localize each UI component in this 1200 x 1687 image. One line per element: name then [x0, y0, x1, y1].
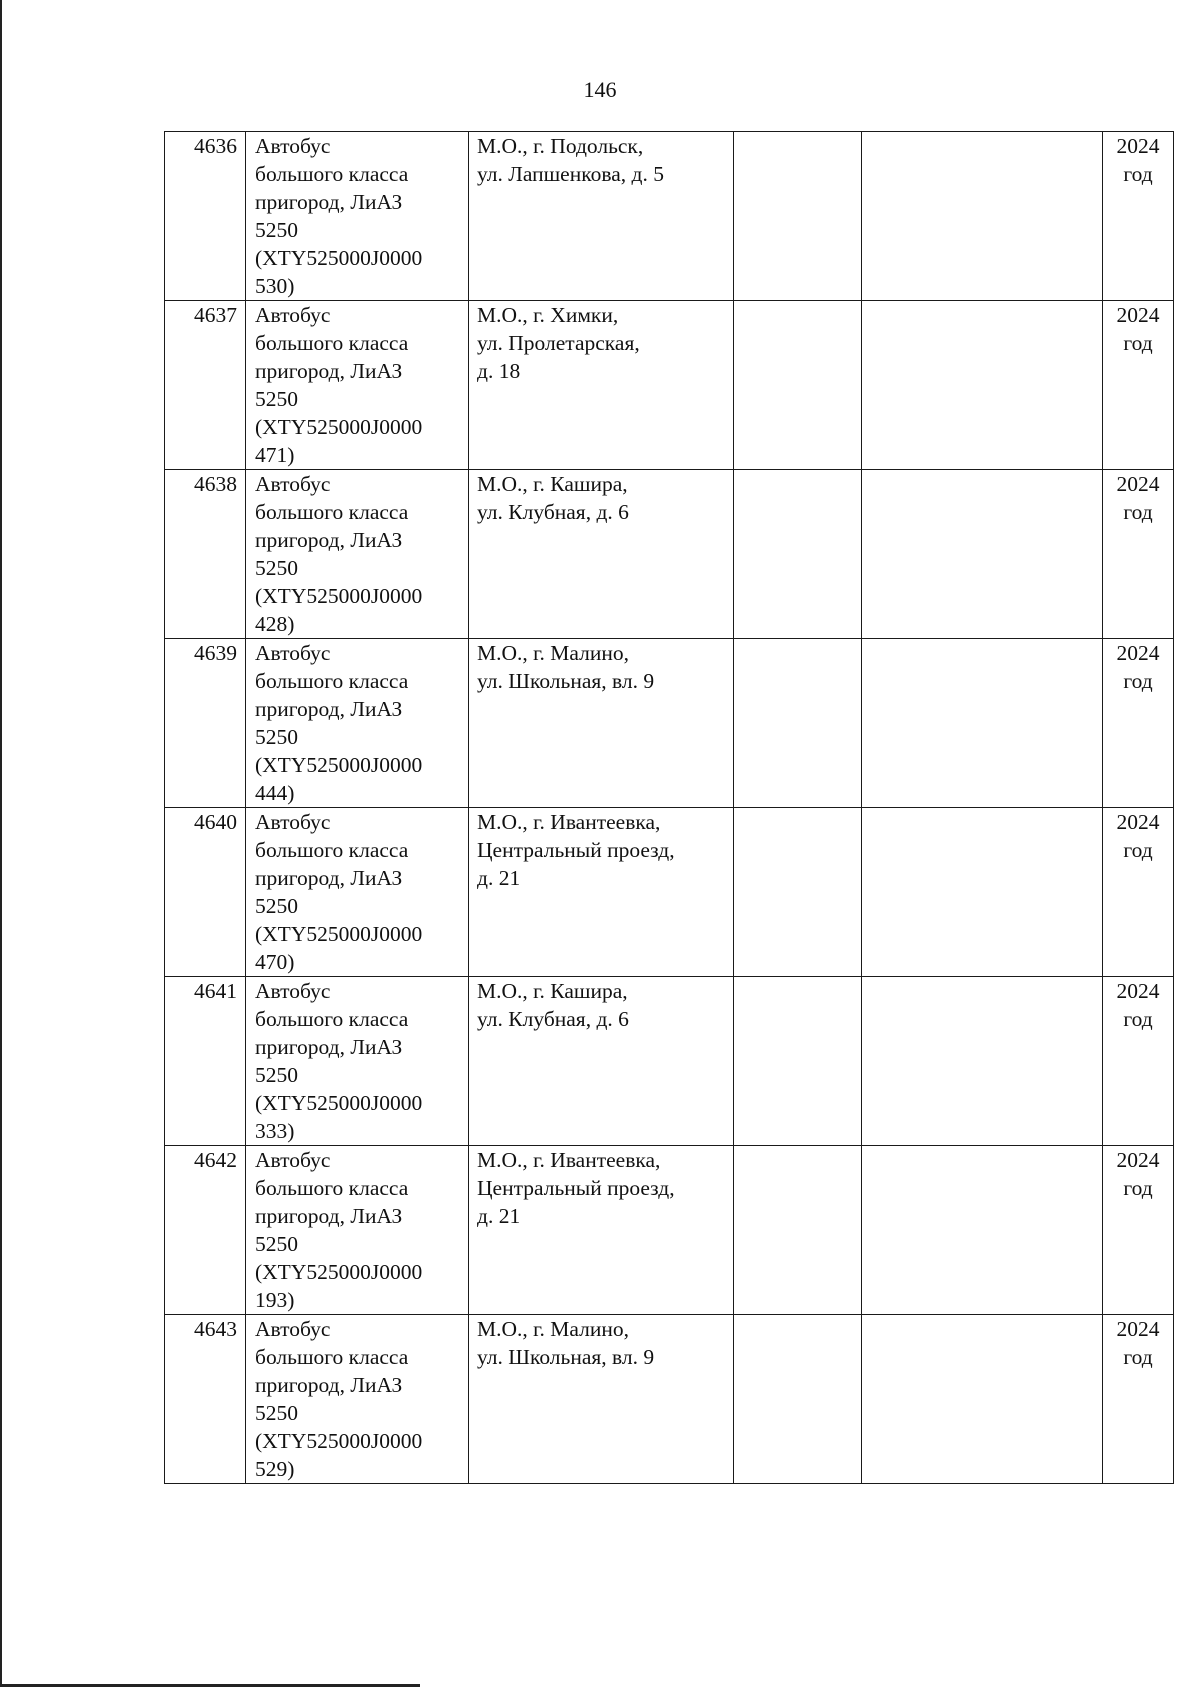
vehicle-name-cell: Автобус большого класса пригород, ЛиАЗ 5250 (XTY525000J0000 444) [246, 639, 469, 808]
year-cell: 2024 год [1103, 470, 1174, 639]
row-number-cell: 4642 [165, 1146, 246, 1315]
address-cell: М.О., г. Малино, ул. Школьная, вл. 9 [469, 1315, 734, 1484]
page-number: 146 [583, 77, 617, 102]
table-row [165, 977, 1174, 1146]
row-number-cell: 4636 [165, 132, 246, 301]
empty-cell-col4 [734, 301, 862, 470]
vehicle-name-cell: Автобус большого класса пригород, ЛиАЗ 5250 (XTY525000J0000 193) [246, 1146, 469, 1315]
vehicle-name-cell: Автобус большого класса пригород, ЛиАЗ 5250 (XTY525000J0000 470) [246, 808, 469, 977]
year-cell: 2024 год [1103, 301, 1174, 470]
vehicle-table [164, 131, 1174, 1484]
table-row [165, 132, 1174, 301]
address-cell: М.О., г. Малино, ул. Школьная, вл. 9 [469, 639, 734, 808]
empty-cell-col5 [862, 639, 1103, 808]
row-number-cell: 4640 [165, 808, 246, 977]
vehicle-name-cell: Автобус большого класса пригород, ЛиАЗ 5250 (XTY525000J0000 530) [246, 132, 469, 301]
empty-cell-col4 [734, 132, 862, 301]
empty-cell-col5 [862, 808, 1103, 977]
vehicle-name-cell: Автобус большого класса пригород, ЛиАЗ 5250 (XTY525000J0000 529) [246, 1315, 469, 1484]
address-cell: М.О., г. Кашира, ул. Клубная, д. 6 [469, 977, 734, 1146]
empty-cell-col5 [862, 132, 1103, 301]
table-row [165, 1146, 1174, 1315]
vehicle-name-cell: Автобус большого класса пригород, ЛиАЗ 5250 (XTY525000J0000 471) [246, 301, 469, 470]
year-cell: 2024 год [1103, 808, 1174, 977]
address-cell: М.О., г. Подольск, ул. Лапшенкова, д. 5 [469, 132, 734, 301]
year-cell: 2024 год [1103, 132, 1174, 301]
empty-cell-col5 [862, 1146, 1103, 1315]
year-cell: 2024 год [1103, 639, 1174, 808]
empty-cell-col5 [862, 1315, 1103, 1484]
year-cell: 2024 год [1103, 1315, 1174, 1484]
empty-cell-col5 [862, 977, 1103, 1146]
empty-cell-col5 [862, 470, 1103, 639]
table-row [165, 470, 1174, 639]
row-number-cell: 4637 [165, 301, 246, 470]
vehicle-table-body [165, 132, 1174, 1484]
address-cell: М.О., г. Кашира, ул. Клубная, д. 6 [469, 470, 734, 639]
empty-cell-col5 [862, 301, 1103, 470]
row-number-cell: 4643 [165, 1315, 246, 1484]
address-cell: М.О., г. Ивантеевка, Центральный проезд, д. 21 [469, 808, 734, 977]
empty-cell-col4 [734, 808, 862, 977]
empty-cell-col4 [734, 470, 862, 639]
scan-edge-left [0, 0, 2, 1687]
table-row [165, 639, 1174, 808]
table-row [165, 301, 1174, 470]
empty-cell-col4 [734, 1146, 862, 1315]
address-cell: М.О., г. Ивантеевка, Центральный проезд, д. 21 [469, 1146, 734, 1315]
empty-cell-col4 [734, 1315, 862, 1484]
empty-cell-col4 [734, 977, 862, 1146]
vehicle-name-cell: Автобус большого класса пригород, ЛиАЗ 5250 (XTY525000J0000 428) [246, 470, 469, 639]
row-number-cell: 4638 [165, 470, 246, 639]
address-cell: М.О., г. Химки, ул. Пролетарская, д. 18 [469, 301, 734, 470]
table-row [165, 808, 1174, 977]
year-cell: 2024 год [1103, 1146, 1174, 1315]
vehicle-name-cell: Автобус большого класса пригород, ЛиАЗ 5250 (XTY525000J0000 333) [246, 977, 469, 1146]
empty-cell-col4 [734, 639, 862, 808]
year-cell: 2024 год [1103, 977, 1174, 1146]
row-number-cell: 4639 [165, 639, 246, 808]
table-row [165, 1315, 1174, 1484]
row-number-cell: 4641 [165, 977, 246, 1146]
